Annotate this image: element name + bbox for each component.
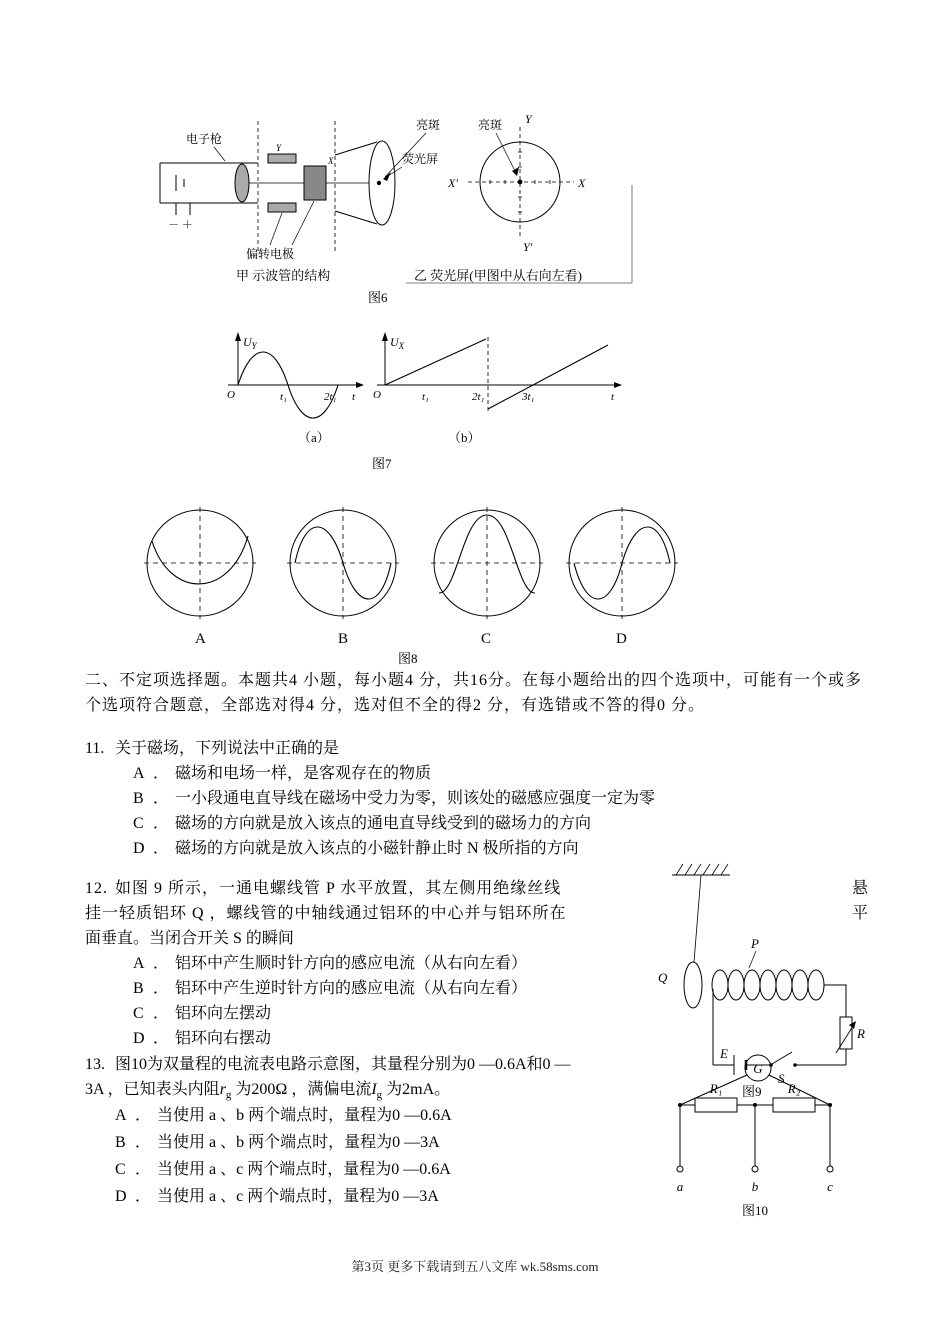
figure-6-oscilloscope-diagram bbox=[130, 105, 670, 305]
q12-stem-line2: 挂一轻质铝环 Q ，螺线管的中轴线通过铝环的中心并与铝环所在 bbox=[85, 905, 567, 922]
q13-line2 bbox=[85, 1077, 725, 1102]
q11-option-d-label: D bbox=[133, 840, 145, 857]
fig6-bright-spot-label-a: 亮斑 bbox=[416, 118, 441, 132]
q12-option-c-text: 铝环向左摆动 bbox=[175, 1005, 272, 1022]
q13-option-d-text: 当使用 a 、c 两个端点时，量程为0 —3A bbox=[157, 1188, 439, 1205]
fig6-deflection-label: 偏转电极 bbox=[246, 247, 295, 261]
q13-ig-sub: g bbox=[376, 1089, 383, 1102]
q11-number: 11. bbox=[85, 740, 105, 757]
fig8-label-a: A bbox=[195, 631, 206, 647]
q13-option-c-dot: ． bbox=[135, 1161, 152, 1178]
q13-line1 bbox=[85, 1052, 725, 1077]
q12-stem-line1: 如图 9 所示，一通电螺线管 P 水平放置，其左侧用绝缘丝线 bbox=[115, 880, 562, 897]
fig8-label-d: D bbox=[616, 631, 627, 647]
q12-option-b-text: 铝环中产生逆时针方向的感应电流（从右向左看） bbox=[175, 980, 528, 997]
fig9-label-r: R bbox=[857, 1026, 865, 1041]
q11-option-b-text: 一小段通电直导线在磁场中受力为零，则该处的磁感应强度一定为零 bbox=[175, 790, 656, 807]
fig10-label-r2: R₂ bbox=[787, 1081, 801, 1096]
q12-line1-tail: 悬 bbox=[852, 880, 869, 897]
q11-option-b bbox=[85, 786, 875, 811]
fig10-label-g: G bbox=[753, 1061, 763, 1076]
q12-option-b-label: B bbox=[133, 980, 144, 997]
q12-option-a-label: A bbox=[133, 955, 145, 972]
fig6-polarity-label: － ＋ bbox=[168, 219, 193, 231]
fig7-b-t: t bbox=[611, 391, 615, 403]
fig6-axis-y-top: Y bbox=[525, 112, 532, 126]
fig7-plot-b bbox=[377, 332, 622, 413]
fig10-label-a: a bbox=[676, 1179, 684, 1194]
q13-stem-line2-pre: 3A ，已知表头内阻 bbox=[85, 1081, 220, 1098]
question-13 bbox=[85, 1052, 725, 1210]
q13-number: 13. bbox=[85, 1056, 105, 1073]
fig6-electron-gun-label: 电子枪 bbox=[186, 132, 223, 146]
q13-stem-line2-mid: 为200Ω ，满偏电流 bbox=[231, 1081, 372, 1098]
figure-10-ammeter-circuit bbox=[655, 1048, 880, 1223]
fig8-circle-b bbox=[287, 507, 399, 619]
fig7-b-2t1: 2t₁ bbox=[472, 391, 485, 403]
q13-option-a-dot: ． bbox=[135, 1107, 152, 1124]
fig7-b-t1: t₁ bbox=[422, 391, 429, 403]
section-2-heading-line2: 个选项符合题意，全部选对得4 分，选对但不全的得2 分，有选错或不答的得0 分。 bbox=[85, 697, 706, 714]
fig7-a-t1: t₁ bbox=[280, 391, 287, 403]
q12-option-a-text: 铝环中产生顺时针方向的感应电流（从右向左看） bbox=[175, 955, 528, 972]
q13-option-d-label: D bbox=[115, 1188, 127, 1205]
q11-option-a-dot: ． bbox=[153, 765, 170, 782]
q12-option-d-text: 铝环向右摆动 bbox=[175, 1030, 272, 1047]
q11-option-c-label: C bbox=[133, 815, 144, 832]
q13-option-b bbox=[85, 1129, 725, 1156]
fig6-screen-front-view bbox=[468, 127, 574, 237]
fig10-label-b: b bbox=[751, 1179, 759, 1194]
fig6-axis-x-left: X′ bbox=[448, 176, 458, 190]
fig9-label-q: Q bbox=[658, 970, 668, 985]
fig6-screen-label: 荧光屏 bbox=[402, 152, 439, 166]
q13-rg-symbol: r bbox=[219, 1081, 226, 1098]
fig6-plate-x-label: X bbox=[328, 156, 334, 166]
fig10-caption: 图10 bbox=[741, 1203, 769, 1218]
q12-stem-line3: 面垂直。当闭合开关 S 的瞬间 bbox=[85, 930, 294, 947]
q13-option-c bbox=[85, 1156, 725, 1183]
q12-number: 12. bbox=[85, 880, 108, 897]
fig6-caption-yi: 乙 荧光屏(甲图中从右向左看) bbox=[414, 268, 582, 283]
fig7-uy-sub: Y bbox=[251, 341, 257, 351]
page-footer: 第3页 更多下载请到五八文库 wk.58sms.com bbox=[351, 1259, 599, 1274]
fig7-uy-base: U bbox=[243, 335, 252, 349]
section-2-heading-line1: 二、不定项选择题。本题共4 小题，每小题4 分，共16分。在每小题给出的四个选项中，可能有一个或多 bbox=[85, 672, 863, 689]
fig7-b-3t1: 3t₁ bbox=[522, 391, 535, 403]
q12-option-d-dot: ． bbox=[153, 1030, 170, 1047]
q11-option-c bbox=[85, 811, 875, 836]
q11-option-d-text: 磁场的方向就是放入该点的小磁针静止时 N 极所指的方向 bbox=[175, 840, 579, 857]
fig6-caption-jia: 甲 示波管的结构 bbox=[236, 268, 331, 283]
q13-ig-symbol: I bbox=[371, 1081, 377, 1098]
q11-option-c-dot: ． bbox=[153, 815, 170, 832]
fig6-axis-y-bottom: Y′ bbox=[523, 240, 533, 254]
q11-option-a bbox=[85, 761, 875, 786]
fig9-label-e: E bbox=[720, 1046, 728, 1061]
q11-option-a-text: 磁场和电场一样，是客观存在的物质 bbox=[175, 765, 432, 782]
q13-option-a-text: 当使用 a 、b 两个端点时，量程为0 —0.6A bbox=[157, 1107, 452, 1124]
fig10-label-r1: R₁ bbox=[709, 1081, 723, 1096]
fig6-axis-x-right: X bbox=[578, 176, 586, 190]
fig7-ux-sub: X bbox=[398, 341, 405, 351]
q13-option-b-text: 当使用 a 、b 两个端点时，量程为0 —3A bbox=[157, 1134, 440, 1151]
fig8-label-c: C bbox=[481, 631, 492, 647]
q12-line2-tail: 平 bbox=[852, 905, 869, 922]
q11-option-d-dot: ． bbox=[153, 840, 170, 857]
q11-option-b-dot: ． bbox=[153, 790, 170, 807]
fig7-origin-b: O bbox=[373, 389, 381, 401]
q13-option-b-dot: ． bbox=[135, 1134, 152, 1151]
q12-option-a-dot: ． bbox=[153, 955, 170, 972]
q13-option-c-label: C bbox=[115, 1161, 126, 1178]
fig8-circle-c bbox=[431, 507, 543, 619]
fig7-label-a: （a） bbox=[298, 430, 330, 445]
fig9-label-s: S bbox=[778, 1071, 785, 1086]
q11-stem-line bbox=[85, 736, 875, 761]
fig6-plate-y-label: Y bbox=[276, 143, 282, 153]
q12-option-d-label: D bbox=[133, 1030, 145, 1047]
q11-option-b-label: B bbox=[133, 790, 144, 807]
q13-option-b-label: B bbox=[115, 1134, 126, 1151]
q13-rg-sub: g bbox=[225, 1089, 232, 1102]
fig7-origin-a: O bbox=[227, 389, 235, 401]
fig7-uy-label bbox=[243, 335, 258, 351]
fig9-drawing bbox=[672, 864, 856, 1075]
fig7-caption: 图7 bbox=[372, 456, 392, 471]
fig7-ux-base: U bbox=[390, 335, 399, 349]
q11-option-a-label: A bbox=[133, 765, 145, 782]
section-2-heading bbox=[85, 668, 885, 718]
q11-stem: 关于磁场，下列说法中正确的是 bbox=[115, 740, 340, 757]
fig7-a-2t1: 2t₁ bbox=[324, 391, 337, 403]
fig6-caption: 图6 bbox=[368, 290, 388, 305]
fig9-caption: 图9 bbox=[742, 1084, 762, 1099]
question-11 bbox=[85, 736, 875, 861]
fig10-label-c: c bbox=[827, 1179, 833, 1194]
q11-option-c-text: 磁场的方向就是放入该点的通电直导线受到的磁场力的方向 bbox=[175, 815, 592, 832]
fig7-label-b: （b） bbox=[448, 430, 481, 445]
q12-option-c-label: C bbox=[133, 1005, 144, 1022]
fig8-label-b: B bbox=[338, 631, 349, 647]
q13-option-c-text: 当使用 a 、c 两个端点时，量程为0 —0.6A bbox=[157, 1161, 451, 1178]
q13-option-a-label: A bbox=[115, 1107, 127, 1124]
q12-option-c-dot: ． bbox=[153, 1005, 170, 1022]
fig9-label-p: P bbox=[751, 936, 759, 951]
fig8-circle-d bbox=[566, 507, 678, 619]
q13-stem-line1: 图10为双量程的电流表电路示意图，其量程分别为0 —0.6A和0 — bbox=[115, 1056, 571, 1073]
figure-7-waveforms bbox=[210, 325, 630, 475]
fig8-caption: 图8 bbox=[398, 651, 418, 666]
q12-option-b-dot: ． bbox=[153, 980, 170, 997]
fig6-bright-spot-label-b: 亮斑 bbox=[478, 118, 503, 132]
q13-option-d-dot: ． bbox=[135, 1188, 152, 1205]
fig7-a-t: t bbox=[352, 391, 356, 403]
q13-option-a bbox=[85, 1102, 725, 1129]
q13-option-d bbox=[85, 1183, 725, 1210]
figure-8-screen-patterns bbox=[115, 495, 705, 670]
q13-stem-line2-post: 为2mA。 bbox=[382, 1081, 451, 1098]
fig8-circle-a bbox=[144, 507, 256, 619]
fig7-ux-label bbox=[390, 335, 405, 351]
